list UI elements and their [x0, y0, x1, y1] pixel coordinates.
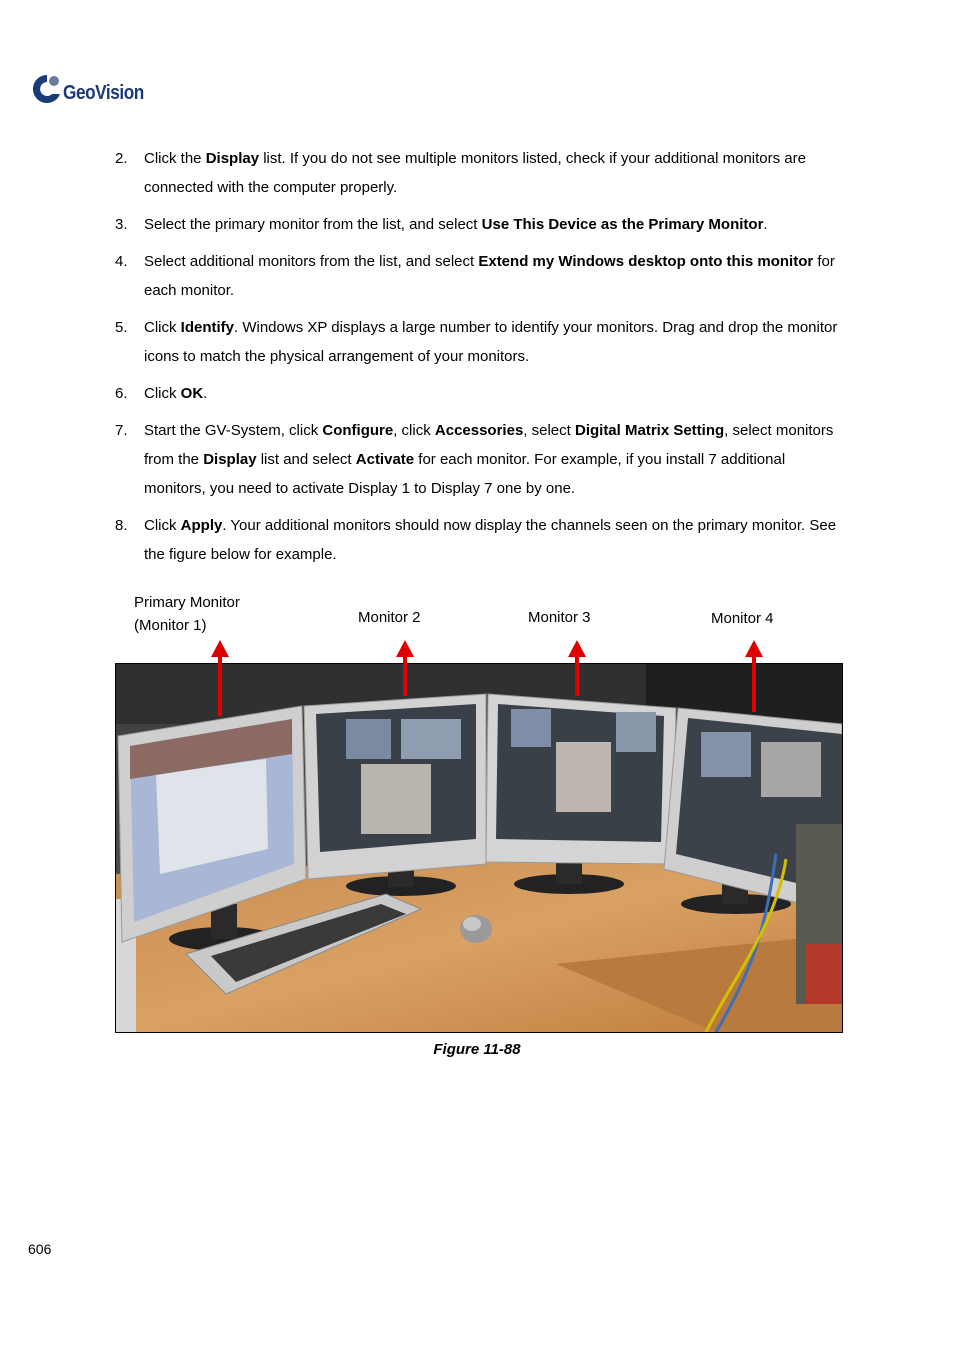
page-number: 606: [28, 1241, 52, 1257]
step-text: , select: [523, 422, 575, 439]
step-text: Select the primary monitor from the list, and select: [144, 216, 482, 233]
label-monitor-3: Monitor 3: [528, 609, 591, 626]
step-keyword: Accessories: [434, 422, 524, 439]
step-text: Click: [144, 517, 181, 534]
step-text: .: [763, 216, 768, 233]
step-number: 6.: [115, 385, 128, 402]
step-keyword: Display: [205, 150, 260, 167]
step-text: , click: [393, 422, 435, 439]
step-text: . Your additional monitors should now display the channels seen on the primary monitor. See the figure below for example.: [144, 517, 837, 563]
step-keyword: Digital Matrix Setting: [574, 422, 725, 439]
step-text: for each monitor.: [144, 253, 835, 299]
arrow-monitor-4: [745, 640, 763, 712]
step-text: for each monitor. For example, if you install 7 additional monitors, you need to activate Display 1 to Display 7 one by one.: [144, 451, 786, 497]
arrow-monitor-2: [396, 640, 414, 696]
step-number: 7.: [115, 422, 128, 439]
step-number: 2.: [115, 150, 128, 167]
step-text: list and select: [256, 451, 356, 468]
step-number: 3.: [115, 216, 128, 233]
step-keyword: Use This Device as the Primary Monitor: [481, 216, 764, 233]
step-keyword: Configure: [322, 422, 394, 439]
arrow-monitor-3: [568, 640, 586, 696]
step-keyword: Display: [203, 451, 257, 468]
step-text: Select additional monitors from the list, and select: [144, 253, 479, 270]
label-primary-line1: Primary Monitor: [134, 594, 240, 611]
step-text: , select monitors from the: [144, 422, 834, 468]
step-keyword: Apply: [180, 517, 223, 534]
arrow-primary-monitor: [211, 640, 229, 716]
step-keyword: Extend my Windows desktop onto this monitor: [478, 253, 814, 270]
step-number: 8.: [115, 517, 128, 534]
step-keyword: Activate: [355, 451, 415, 468]
step-keyword: OK: [180, 385, 204, 402]
step-text: list. If you do not see multiple monitors listed, check if your additional monitors are connected with the computer properly.: [144, 150, 806, 196]
step-number: 4.: [115, 253, 128, 270]
label-monitor-4: Monitor 4: [711, 610, 774, 627]
step-text: Click: [144, 385, 181, 402]
brand-name: GeoVision: [63, 82, 144, 104]
step-text: Click: [144, 319, 181, 336]
step-text: Click the: [144, 150, 206, 167]
step-text: .: [203, 385, 208, 402]
label-monitor-2: Monitor 2: [358, 609, 421, 626]
figure-caption: Figure 11-88: [433, 1041, 521, 1058]
label-primary-line2: (Monitor 1): [134, 617, 207, 634]
step-keyword: Identify: [180, 319, 235, 336]
step-number: 5.: [115, 319, 128, 336]
step-text: Start the GV-System, click: [144, 422, 323, 439]
step-text: . Windows XP displays a large number to identify your monitors. Drag and drop the monitor icons to match the physical arrangement of your monitors.: [144, 319, 838, 365]
